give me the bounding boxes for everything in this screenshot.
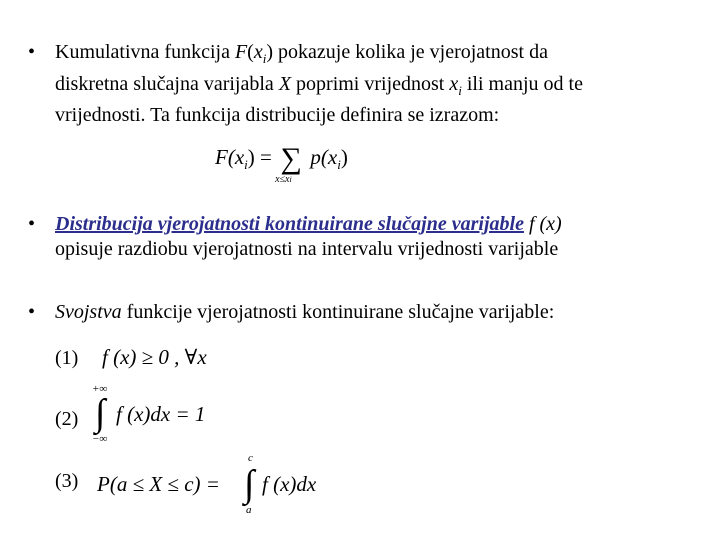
integral-icon: ∫ xyxy=(95,392,106,434)
cdf-description xyxy=(55,40,705,128)
sigma-glyph: ∑ xyxy=(280,142,302,175)
cdf-line-3: vrijednosti. Ta funkcija distribucije definira se izrazom: xyxy=(55,104,500,126)
property-1-label: (1) xyxy=(55,347,79,369)
text-segment: diskretna slučajna varijabla xyxy=(55,72,279,95)
property-2-label: (2) xyxy=(55,408,79,430)
pdf-line-2: opisuje razdiobu vjerojatnosti na intervalu vrijednosti varijable xyxy=(55,237,559,260)
text-segment: f (x) xyxy=(523,213,562,235)
text-segment: ) xyxy=(266,41,274,63)
pdf-description xyxy=(55,212,705,261)
text-segment: f (x) ≥ 0 , ∀x xyxy=(102,345,207,369)
formula-equals: ) = xyxy=(247,145,272,169)
text-segment: poprimi vrijednost xyxy=(291,72,450,95)
formula-rhs: p(x xyxy=(310,145,338,169)
integral-upper-limit: c xyxy=(248,452,253,464)
subscript: i xyxy=(262,51,267,66)
text-segment: ili manju od te xyxy=(461,72,583,95)
pdf-link[interactable]: Distribucija vjerojatnosti kontinuirane slučajne varijable xyxy=(55,213,524,235)
pdf-line-1 xyxy=(55,212,705,237)
text-segment: ( xyxy=(247,41,254,63)
cdf-formula xyxy=(215,142,348,192)
text-segment: funkcije vjerojatnosti kontinuirane slučajne varijable: xyxy=(121,301,555,323)
bullet-marker: • xyxy=(28,213,36,235)
text-segment: pokazuje kolika je vjerojatnost da xyxy=(273,41,548,63)
bullet-marker: • xyxy=(28,41,36,63)
property-1-expr xyxy=(102,345,207,370)
integral-icon: ∫ xyxy=(244,463,255,505)
text-segment: Svojstva xyxy=(55,301,122,323)
subscript: i xyxy=(289,175,292,184)
cdf-line-1 xyxy=(55,40,705,72)
text-segment: ) xyxy=(340,145,348,169)
text-segment: X xyxy=(278,72,292,95)
text-segment: F xyxy=(234,41,248,63)
property-3-expr: f (x)dx xyxy=(262,472,317,496)
integral-lower-limit: a xyxy=(246,504,252,516)
text-segment: Kumulativna funkcija xyxy=(55,41,235,63)
integral-upper-limit: +∞ xyxy=(92,383,108,395)
properties-heading xyxy=(55,300,705,325)
text-segment: x xyxy=(253,41,263,63)
bullet-marker: • xyxy=(28,301,36,323)
cdf-line-2 xyxy=(55,72,705,104)
property-2-expr: f (x)dx = 1 xyxy=(116,402,206,426)
formula-lhs: F(x xyxy=(215,145,245,169)
integral-lower-limit: −∞ xyxy=(92,433,108,445)
text-segment: x xyxy=(449,72,459,95)
subscript: i xyxy=(458,82,462,98)
subscript: i xyxy=(244,157,248,172)
sigma-under xyxy=(275,174,292,185)
property-3-label: (3) xyxy=(55,470,79,492)
sigma-symbol xyxy=(275,142,305,185)
subscript: i xyxy=(337,157,341,172)
text-segment: x≤x xyxy=(275,174,290,185)
property-3-lhs: P(a ≤ X ≤ c) = xyxy=(97,472,220,496)
